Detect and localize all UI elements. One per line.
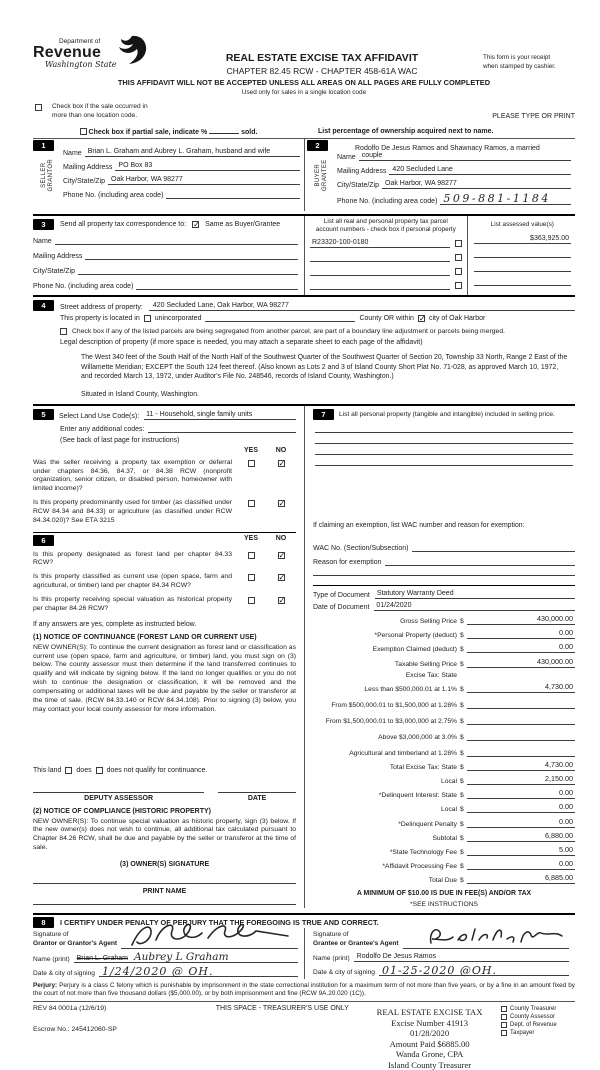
tax-row-tier1: Less than $500,000.01 at 1.1% $ 4,730.00 bbox=[364, 681, 573, 693]
section-3-badge: 3 bbox=[33, 219, 54, 230]
certification-section bbox=[33, 913, 575, 978]
tax-row-delinquent-penalty: *Delinquent Penalty $ 0.00 bbox=[398, 816, 573, 828]
land-use-code-value: 11 - Household, single family units bbox=[144, 411, 296, 420]
perjury-statement: Perjury: Perjury is a class C felony which is punishable by imprisonment in the state correctional institution for a maximum term of not more than five years, or by a fine in an amount fixed by the court of not more than five thousand dollars ($5,000.00), or by both imprisonment and fine (RCW 9A.20.020 (1C)). bbox=[33, 982, 575, 1003]
partial-sale-blank bbox=[209, 133, 239, 134]
legal-description-text: The West 340 feet of the South Half of the North Half of the Southwest Quarter of the Southwest Quarter of Section 20, Township 33 North, Range 2 East of the Willamette Meridian; EXCEPT the South 124 feet thereof. (Also known as Lots 2 and 3 of Island County Short Plat No. 71-028, as approved March 10, 1972, and recorded March 13, 1972, under Auditor's File No. 248546, records of Island County, Washington.) bbox=[81, 354, 568, 380]
q2-yes-checkbox bbox=[248, 500, 255, 507]
tax-computation-section bbox=[313, 585, 575, 909]
q5-yes-checkbox bbox=[248, 597, 255, 604]
partial-sale-checkbox bbox=[80, 128, 87, 135]
q4-no-checkbox bbox=[278, 574, 285, 581]
additional-codes-field: Enter any additional codes: bbox=[60, 425, 296, 433]
buyer-section bbox=[304, 139, 575, 211]
logo-dept-line: Department of bbox=[59, 38, 101, 45]
grantee-signature bbox=[425, 925, 565, 949]
personal-property-checkbox-2 bbox=[455, 254, 462, 261]
section-2-badge: 2 bbox=[307, 140, 328, 151]
section-6-badge: 6 bbox=[33, 535, 54, 546]
grantor-date-field: Date & city of signing 1/24/2020 @ OH. bbox=[33, 967, 298, 977]
tax-row-total-state: Total Excise Tax: State $ 4,730.00 bbox=[389, 759, 573, 771]
land-does-not-checkbox bbox=[96, 767, 103, 774]
multi-location-label: Check box if the sale occurred in more than one location code. bbox=[52, 103, 148, 120]
grantee-date-handwritten: 01-25-2020 @OH. bbox=[379, 966, 569, 976]
reason-extra-line bbox=[313, 566, 575, 576]
tax-row-local: Local $ 2,150.00 bbox=[441, 774, 573, 786]
tax-row-exemption-claimed: Exemption Claimed (deduct) $ 0.00 bbox=[372, 642, 573, 654]
notice-compliance-text: NEW OWNER(S): To continue special valuation as historic property, sign (3) below. If the new owner(s) does not wish to continue, all additional tax calculated pursuant to Chapter 84.26 RCW, shall be due and payable by the seller or transferor at the time of sale. bbox=[33, 817, 296, 852]
grantee-signing-block: Signature of Grantee or Grantee's Agent Name (print) Rodolfo De Jesus Ramos Date & city of signing 01-25-2020 @OH. bbox=[304, 928, 575, 978]
notice-continuance-title: (1) NOTICE OF CONTINUANCE (FOREST LAND OR CURRENT USE) bbox=[33, 633, 257, 641]
logo-state-line: Washington State bbox=[45, 60, 117, 69]
personal-property-checkbox-3 bbox=[455, 268, 462, 275]
q1-no-checkbox bbox=[278, 460, 285, 467]
treasurer-stamp: REAL ESTATE EXCISE TAX Excise Number 41913 01/28/2020 Amount Paid $6885.00 Wanda Grone, CPA Island County Treasurer bbox=[376, 1007, 483, 1070]
tax-row-tier2: From $500,000.01 to $1,500,000 at 1.28% $ bbox=[313, 700, 575, 709]
assessed-values-section: List assessed value(s) $363,925.00 bbox=[467, 216, 575, 295]
parcel-row-3 bbox=[310, 267, 462, 276]
city-checkbox bbox=[418, 315, 425, 322]
personal-property-section: 7 List all personal property (tangible and intangible) included in selling price. bbox=[313, 409, 575, 420]
owners-signature-label: (3) OWNER(S) SIGNATURE bbox=[119, 861, 210, 869]
segregated-checkbox bbox=[60, 328, 67, 335]
county-assessor-checkbox bbox=[501, 1014, 507, 1020]
buyer-phone-field: Phone No. (including area code) 509-881-1184 bbox=[337, 194, 571, 205]
corr-mailing-field: Mailing Address bbox=[33, 251, 298, 260]
parcel-row-4 bbox=[310, 281, 462, 290]
tax-row-processing-fee: *Affidavit Processing Fee $ 0.00 bbox=[382, 859, 573, 871]
tax-row-technology-fee: *State Technology Fee $ 5.00 bbox=[389, 845, 573, 857]
land-use-section: 5 Select Land Use Code(s): 11 - Household, single family units bbox=[33, 409, 296, 420]
grantee-name-field: Name (print) Rodolfo De Jesus Ramos bbox=[313, 953, 569, 962]
question-timber-agriculture: Is this property predominantly used for timber (as classified under RCW 84.34 and 84.33) or agriculture (as classified under RCW 84.34.020)? See ETA 3215 ✓ bbox=[33, 499, 296, 525]
print-name-line bbox=[33, 897, 296, 905]
assessed-value: $363,925.00 bbox=[474, 235, 571, 244]
buyer-name-field: Name couple bbox=[337, 152, 571, 161]
exemption-note: If claiming an exemption, list WAC number and reason for exemption: bbox=[313, 521, 525, 529]
tax-row-delinquent-interest-local: Local $ 0.00 bbox=[441, 802, 573, 814]
type-of-document-value: Statutory Warranty Deed bbox=[375, 590, 575, 599]
dept-of-revenue-checkbox bbox=[501, 1022, 507, 1028]
form-chapter: CHAPTER 82.45 RCW - CHAPTER 458-61A WAC bbox=[226, 66, 418, 76]
yes-header: YES bbox=[243, 446, 258, 454]
grantee-date-field: Date & city of signing 01-25-2020 @OH. bbox=[313, 966, 569, 976]
q5-no-checkbox bbox=[278, 597, 285, 604]
owners-signature-line bbox=[33, 870, 296, 884]
personal-property-line-3 bbox=[315, 444, 573, 455]
tax-correspondence-section: 3 Send all property tax correspondence to: ✓ Same as Buyer/Grantee Name Mailing Address City/State/Zip Phone No. (including area code) bbox=[33, 216, 304, 295]
logo-revenue-line: Revenue bbox=[33, 44, 102, 61]
buyer-name-overflow: Rodolfo De Jesus Ramos and Shawnacy Ramos, a married bbox=[355, 145, 540, 153]
date-line: DATE bbox=[218, 792, 296, 802]
land-qualify-line: This land does does not qualify for continuance. bbox=[33, 766, 208, 774]
buyer-mailing-field: Mailing Address 420 Secluded Lane bbox=[337, 166, 571, 175]
receipt-note: This form is your receipt when stamped by cashier. bbox=[483, 54, 556, 70]
type-of-document-field: Type of Document Statutory Warranty Deed bbox=[313, 590, 575, 599]
legal-description-label: Legal description of property (if more space is needed, you may attach a separate sheet to each page of the affidavit) bbox=[60, 339, 423, 347]
seller-section bbox=[33, 139, 304, 211]
q4-yes-checkbox bbox=[248, 574, 255, 581]
treasurer-use-note: THIS SPACE - TREASURER'S USE ONLY bbox=[215, 1005, 349, 1013]
section-7-badge: 7 bbox=[313, 409, 334, 420]
personal-property-checkbox-4 bbox=[455, 282, 462, 289]
tax-row-agricultural: Agricultural and timberland at 1.28% $ bbox=[313, 748, 575, 757]
county-blank bbox=[205, 321, 355, 322]
print-name-label: PRINT NAME bbox=[142, 888, 187, 896]
section-1-badge: 1 bbox=[33, 140, 54, 151]
seller-mailing-field: Mailing Address PO Box 83 bbox=[63, 162, 300, 171]
grantor-date-handwritten: 1/24/2020 @ OH. bbox=[99, 967, 298, 977]
deputy-assessor-line: DEPUTY ASSESSOR bbox=[33, 792, 204, 802]
same-as-buyer-checkbox bbox=[192, 221, 199, 228]
complete-note: If any answers are yes, complete as instructed below. bbox=[33, 620, 197, 628]
no-header: NO bbox=[275, 446, 287, 454]
personal-property-line-2 bbox=[315, 433, 573, 444]
personal-property-line-1 bbox=[315, 422, 573, 433]
buyer-city-field: City/State/Zip Oak Harbor, WA 98277 bbox=[337, 180, 571, 189]
property-address-section: 4 Street address of property: 420 Secluded Lane, Oak Harbor, WA 98277 This property is located in unincorporated County OR within ✓ city of Oak Harbor Check box if any of the listed parcels are being segregated from another parcel, are part of a boundary line adjustment or parcels being merged. Legal description of property (if more space is needed, you may attach a separate sheet to each page of the affidavit) The West 340 feet of the South Half of the North Half of the Southwest Quarter of the Southwest Quarter of Section 20, Township 33 North, Range 2 East of the Willamette Meridian; EXCEPT the South 124 feet thereof. (Also known as Lots 2 and 3 of Island County Short Plat No. 71-028, as approved March 10, 1972, and recorded March 13, 1972, under Auditor's File No. 248546, records of Island County, Washington.) Situated in Island County, Washington. bbox=[33, 300, 575, 397]
usage-note: Used only for sales in a single location code bbox=[241, 89, 367, 96]
buyer-grantee-side-label: BUYER GRANTEE bbox=[314, 159, 328, 192]
taxpayer-checkbox bbox=[501, 1030, 507, 1036]
grantee-name-value: Rodolfo De Jesus Ramos bbox=[354, 953, 569, 962]
q1-yes-checkbox bbox=[248, 460, 255, 467]
grantor-signature bbox=[128, 921, 296, 949]
date-of-document-field: Date of Document 01/24/2020 bbox=[313, 602, 575, 611]
multi-location-checkbox bbox=[35, 104, 42, 111]
section-8-badge: 8 bbox=[33, 917, 54, 928]
tax-row-tier3: From $1,500,000.01 to $3,000,000 at 2.75% $ bbox=[313, 716, 575, 725]
grantor-signing-block: Signature of Grantor or Grantor's Agent Name (print) Brian L. Graham Aubrey L Graham Date & city of signing 1/24/2020 @ OH. bbox=[33, 928, 304, 978]
certify-statement: I CERTIFY UNDER PENALTY OF PERJURY THAT THE FOREGOING IS TRUE AND CORRECT. bbox=[60, 918, 379, 928]
street-address-value: 420 Secluded Lane, Oak Harbor, WA 98277 bbox=[149, 302, 575, 311]
grantor-name-struck: Brian L. Graham bbox=[76, 954, 128, 962]
q2-no-checkbox bbox=[278, 500, 285, 507]
question-exemption-deferral: Was the seller receiving a property tax exemption or deferral under chapters 84.36, 84.37, or 84.38 RCW (nonprofit organization, senior citizen, or disabled person, homeowner with limited income)? ✓ bbox=[33, 459, 296, 494]
question-historic-property: Is this property receiving special valuation as historical property per chapter 84.26 RCW? ✓ bbox=[33, 596, 296, 614]
escrow-number: Escrow No.: 245412060-SP bbox=[33, 1026, 117, 1034]
corr-phone-field: Phone No. (including area code) bbox=[33, 281, 298, 290]
tax-row-gross: Gross Selling Price $ 430,000.00 bbox=[400, 613, 573, 625]
buyer-phone-handwritten: 509-881-1184 bbox=[440, 194, 571, 205]
minimum-due-note: A MINIMUM OF $10.00 IS DUE IN FEE(S) AND/OR TAX bbox=[356, 890, 532, 898]
personal-property-line-4 bbox=[315, 455, 573, 466]
form-revision-number: REV 84 0001a (12/6/19) bbox=[33, 1005, 107, 1013]
parcel-row-2 bbox=[310, 253, 462, 262]
notice-compliance-title: (2) NOTICE OF COMPLIANCE (HISTORIC PROPERTY) bbox=[33, 807, 211, 815]
see-back-note: (See back of last page for instructions) bbox=[60, 436, 180, 444]
question-forest-land: Is this property designated as forest land per chapter 84.33 RCW? ✓ bbox=[33, 551, 296, 569]
reason-field: Reason for exemption bbox=[313, 557, 575, 566]
form-title: REAL ESTATE EXCISE TAX AFFIDAVIT bbox=[225, 52, 419, 64]
segregated-label: Check box if any of the listed parcels are being segregated from another parcel, are part of a boundary line adjustment or parcels being merged. bbox=[72, 328, 505, 336]
unincorporated-checkbox bbox=[144, 315, 151, 322]
form-header bbox=[33, 38, 575, 76]
seller-city-field: City/State/Zip Oak Harbor, WA 98277 bbox=[63, 176, 300, 185]
parcel-numbers-section: List all real and personal property tax parcel account numbers - check box if personal property R23320-100-0180 bbox=[304, 216, 467, 295]
ownership-note: List percentage of ownership acquired next to name. bbox=[318, 128, 494, 136]
dor-swirl-icon bbox=[115, 34, 149, 68]
tax-row-delinquent-interest-state: *Delinquent Interest: State $ 0.00 bbox=[378, 788, 573, 800]
land-does-checkbox bbox=[65, 767, 72, 774]
county-treasurer-checkbox bbox=[501, 1006, 507, 1012]
corr-name-field: Name bbox=[33, 236, 298, 245]
tax-row-total-due: Total Due $ 6,885.00 bbox=[428, 873, 573, 885]
section-4-badge: 4 bbox=[33, 300, 54, 311]
seller-grantor-side-label: SELLER GRANTOR bbox=[40, 159, 54, 192]
situated-line: Situated in Island County, Washington. bbox=[81, 390, 199, 398]
distribution-checkboxes: County Treasurer County Assessor Dept. of Revenue Taxpayer bbox=[501, 1005, 575, 1070]
acceptance-notice: THIS AFFIDAVIT WILL NOT BE ACCEPTED UNLESS ALL AREAS ON ALL PAGES ARE FULLY COMPLETED bbox=[117, 78, 491, 87]
grantor-name-handwritten: Aubrey L Graham bbox=[134, 950, 229, 963]
personal-property-checkbox-1 bbox=[455, 240, 462, 247]
section-6-header: 6 YES NO bbox=[33, 532, 296, 546]
parcel-number: R23320-100-0180 bbox=[310, 239, 450, 248]
wac-field: WAC No. (Section/Subsection) bbox=[313, 543, 575, 552]
tax-row-personal-property: *Personal Property (deduct) $ 0.00 bbox=[374, 628, 573, 640]
section-5-badge: 5 bbox=[33, 409, 54, 420]
seller-phone-field: Phone No. (including area code) bbox=[63, 190, 300, 199]
q3-yes-checkbox bbox=[248, 552, 255, 559]
parcel-row-1 bbox=[310, 239, 462, 248]
please-type-note: PLEASE TYPE OR PRINT bbox=[492, 113, 575, 121]
excise-tax-state-header: Excise Tax: State bbox=[405, 671, 457, 679]
see-instructions-note: *SEE INSTRUCTIONS bbox=[410, 901, 478, 909]
grantor-name-field: Name (print) Brian L. Graham Aubrey L Graham bbox=[33, 953, 298, 963]
date-of-document-value: 01/24/2020 bbox=[374, 602, 575, 611]
tax-row-tier4: Above $3,000,000 at 3.0% $ bbox=[313, 732, 575, 741]
dor-logo bbox=[33, 38, 161, 76]
q3-no-checkbox bbox=[278, 552, 285, 559]
seller-name-field: Name Brian L. Graham and Aubrey L. Graham, husband and wife bbox=[63, 148, 300, 157]
question-current-use: Is this property classified as current use (open space, farm and agricultural, or timber) land per chapter 84.34 RCW? ✓ bbox=[33, 573, 296, 591]
notice-continuance-text: NEW OWNER(S): To continue the current designation as forest land or classification as current use (open space, farm and agriculture, or timber) land, you must sign on (3) below. The county assessor must then determine if the land transferred continues to qualify and will indicate by signing below. If the land no longer qualifies or you do not wish to continue the designation or classification, it will be removed and the compensating or additional taxes will be due and payable by the seller or transferor at the time of sale. (RCW 84.33.140 or RCW 84.34.108). Prior to signing (3) below, you may contact your local county assessor for more information. bbox=[33, 643, 296, 714]
partial-sale-line: Check box if partial sale, indicate % sold. bbox=[33, 128, 304, 136]
tax-row-subtotal: Subtotal $ 6,880.00 bbox=[432, 830, 573, 842]
corr-city-field: City/State/Zip bbox=[33, 266, 298, 275]
tax-row-taxable-price: Taxable Selling Price $ 430,000.00 bbox=[394, 656, 573, 668]
